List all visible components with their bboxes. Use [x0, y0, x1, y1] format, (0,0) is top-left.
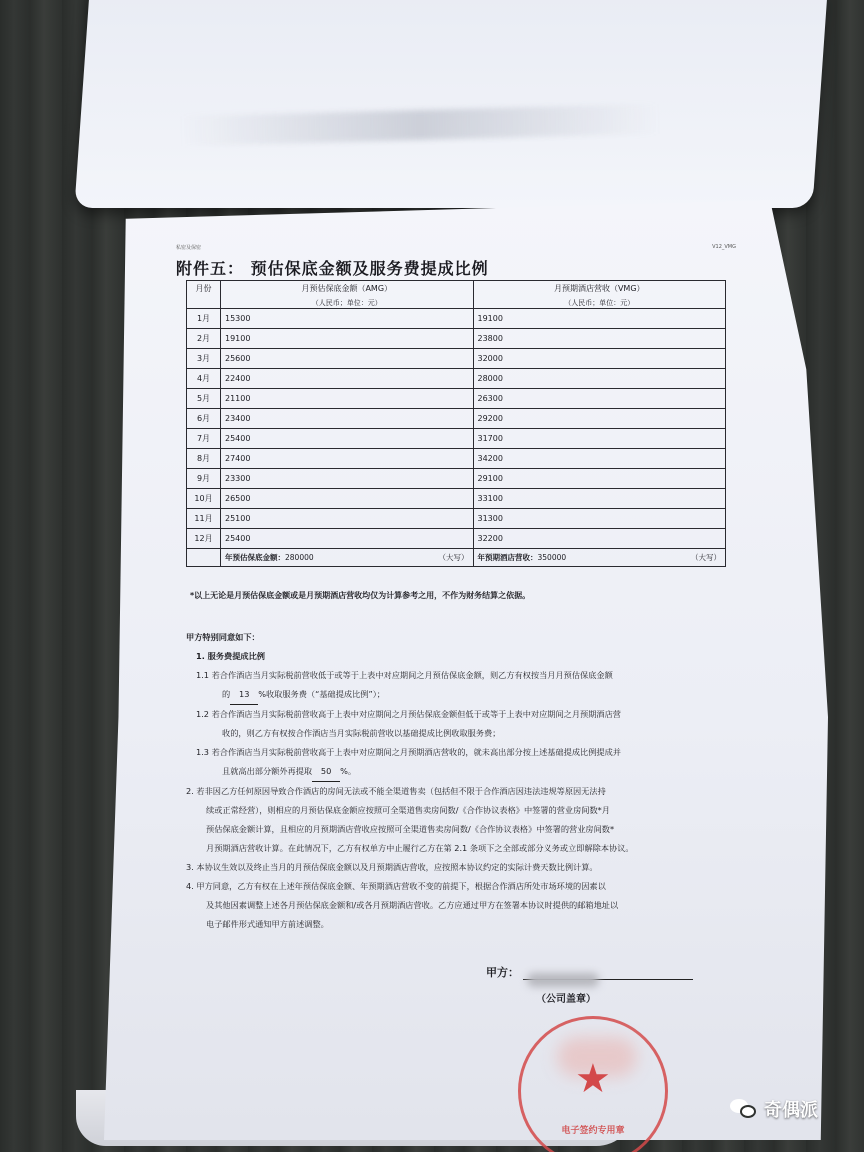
total-vmg-cell — [473, 549, 726, 567]
fee-table — [186, 280, 726, 567]
document-content — [176, 244, 736, 1144]
vmg-cell: 29200 — [473, 409, 726, 429]
clause-4-line3: 电子邮件形式通知甲方前述调整。 — [206, 919, 329, 929]
month-cell: 11月 — [187, 509, 221, 529]
table-row — [187, 389, 726, 409]
clause-1-3-line2 — [186, 762, 746, 782]
clause-3: 3. 本协议生效以及终止当月的月预估保底金额以及月预期酒店营收，应按照本协议约定的实际计费天数比例计算。 — [186, 862, 598, 872]
table-header-row — [187, 281, 726, 309]
amg-cell: 21100 — [221, 389, 474, 409]
vmg-cell: 31300 — [473, 509, 726, 529]
disclaimer-note: *以上无论是月预估保底金额或是月预期酒店营收均仅为计算参考之用，不作为财务结算之依据。 — [190, 591, 531, 600]
stamp-label: 电子签约专用章 — [561, 1126, 625, 1136]
table-row — [187, 369, 726, 389]
clause-2-line3: 预估保底金额计算，且相应的月预期酒店营收应按照可全渠道售卖房间数/《合作协议表格》中签署的营业房间数* — [206, 824, 615, 834]
total-vmg-label: 年预期酒店营收： — [477, 553, 538, 562]
vmg-cell: 29100 — [473, 469, 726, 489]
total-vmg-daxie: （大写） — [691, 553, 721, 562]
version-label: V12_VMG — [712, 244, 736, 250]
clause-1-1-line2 — [186, 685, 746, 705]
month-cell: 9月 — [187, 469, 221, 489]
amg-cell: 25100 — [221, 509, 474, 529]
month-cell: 12月 — [187, 529, 221, 549]
amg-cell: 27400 — [221, 449, 474, 469]
amg-cell: 15300 — [221, 309, 474, 329]
vmg-cell: 23800 — [473, 329, 726, 349]
table-row — [187, 469, 726, 489]
wechat-icon — [730, 1099, 758, 1119]
amg-cell: 26500 — [221, 489, 474, 509]
amg-cell: 25400 — [221, 529, 474, 549]
company-seal-label: （公司盖章） — [536, 994, 596, 1005]
extra-rate-value: 50 — [312, 762, 340, 782]
amg-cell: 23400 — [221, 409, 474, 429]
month-cell: 8月 — [187, 449, 221, 469]
party-a-label: 甲方： — [486, 966, 519, 979]
confidential-label: 私密及保密 — [176, 245, 202, 251]
month-cell: 5月 — [187, 389, 221, 409]
vmg-cell: 32000 — [473, 349, 726, 369]
month-cell: 6月 — [187, 409, 221, 429]
vmg-cell: 19100 — [473, 309, 726, 329]
clause-1-2-line2: 收的，则乙方有权按合作酒店当月实际税前营收以基础提成比例收取服务费； — [222, 728, 501, 738]
total-row — [187, 549, 726, 567]
month-cell: 4月 — [187, 369, 221, 389]
clause-1-2-line1: 1.2 若合作酒店当月实际税前营收高于上表中对应期间之月预估保底金额但低于或等于上表中对应期间之月预期酒店营 — [196, 709, 621, 719]
table-row — [187, 329, 726, 349]
table-row — [187, 489, 726, 509]
red-company-stamp — [518, 1016, 668, 1152]
amg-cell: 19100 — [221, 329, 474, 349]
clause-2-line2: 续或正常经营），则相应的月预估保底金额应按照可全渠道售卖房间数/《合作协议表格》中签署的营业房间数*月 — [206, 805, 610, 815]
table-row — [187, 509, 726, 529]
vmg-cell: 26300 — [473, 389, 726, 409]
party-a-signature — [486, 964, 693, 980]
clause-1-3-line1: 1.3 若合作酒店当月实际税前营收高于上表中对应期间之月预期酒店营收的，就未高出部分按上述基础提成比例提成并 — [196, 747, 621, 757]
vmg-header-label: 月预期酒店营收（VMG） — [553, 284, 645, 293]
clause-1-1-pre: 的 — [222, 689, 231, 699]
clause-1-3-post: %。 — [340, 766, 357, 776]
base-rate-value: 13 — [230, 685, 258, 705]
amg-cell: 23300 — [221, 469, 474, 489]
month-cell: 7月 — [187, 429, 221, 449]
clause-4-line2: 及其他因素调整上述各月预估保底金额和/或各月预期酒店营收。乙方应通过甲方在签署本协议时提供的邮箱地址以 — [206, 900, 619, 910]
clause-1-3-pre: 且就高出部分额外再提取 — [222, 766, 313, 776]
total-amg-cell — [221, 549, 474, 567]
total-vmg-value: 350000 — [537, 553, 567, 562]
month-cell: 3月 — [187, 349, 221, 369]
vmg-cell: 33100 — [473, 489, 726, 509]
amg-header-label: 月预估保底金额（AMG） — [301, 284, 393, 293]
clause-4-line1: 4. 甲方同意，乙方有权在上述年预估保底金额、年预期酒店营收不变的前提下，根据合作酒店所处市场环境的因素以 — [186, 881, 606, 891]
total-month-cell — [187, 549, 221, 567]
month-cell: 2月 — [187, 329, 221, 349]
total-amg-value: 280000 — [285, 553, 314, 562]
folded-top-page — [74, 0, 827, 208]
vmg-header — [473, 281, 726, 309]
redacted-name — [527, 973, 599, 987]
table-row — [187, 409, 726, 429]
signature-line — [523, 979, 693, 980]
watermark-text: 奇偶派 — [764, 1100, 818, 1121]
vmg-unit: （人民币；单位：元） — [564, 299, 635, 307]
amg-cell: 22400 — [221, 369, 474, 389]
clauses-intro: 甲方特别同意如下： — [186, 632, 260, 642]
vmg-cell: 31700 — [473, 429, 726, 449]
month-cell: 10月 — [187, 489, 221, 509]
vmg-cell: 32200 — [473, 529, 726, 549]
page-title: 附件五： 预估保底金额及服务费提成比例 — [176, 259, 489, 278]
clause-2-line4: 月预期酒店营收计算。在此情况下，乙方有权单方中止履行乙方在第 2.1 条项下之全部或部分义务或立即解除本协议。 — [206, 843, 634, 853]
month-cell: 1月 — [187, 309, 221, 329]
amg-unit: （人民币；单位：元） — [311, 299, 382, 307]
table-row — [187, 529, 726, 549]
clause-1-1-post: %收取服务费（“基础提成比例”）； — [258, 689, 385, 699]
table-row — [187, 349, 726, 369]
watermark — [730, 1096, 818, 1122]
table-row — [187, 429, 726, 449]
vmg-cell: 28000 — [473, 369, 726, 389]
vmg-cell: 34200 — [473, 449, 726, 469]
amg-cell: 25600 — [221, 349, 474, 369]
total-amg-daxie: （大写） — [438, 553, 469, 562]
amg-cell: 25400 — [221, 429, 474, 449]
star-icon: ★ — [575, 1056, 611, 1102]
clause-1-1-line1: 1.1 若合作酒店当月实际税前营收低于或等于上表中对应期间之月预估保底金额，则乙方有权按当月月预估保底金额 — [196, 670, 613, 680]
clauses-section — [186, 628, 746, 934]
total-amg-label: 年预估保底金额： — [225, 553, 285, 562]
clause-1-title: 1. 服务费提成比例 — [196, 651, 265, 661]
clause-2-line1: 2. 若非因乙方任何原因导致合作酒店的房间无法或不能全渠道售卖（包括但不限于合作酒店因违法违规等原因无法持 — [186, 786, 606, 796]
amg-header — [221, 281, 474, 309]
month-header: 月份 — [187, 281, 221, 309]
table-row — [187, 449, 726, 469]
table-row — [187, 309, 726, 329]
